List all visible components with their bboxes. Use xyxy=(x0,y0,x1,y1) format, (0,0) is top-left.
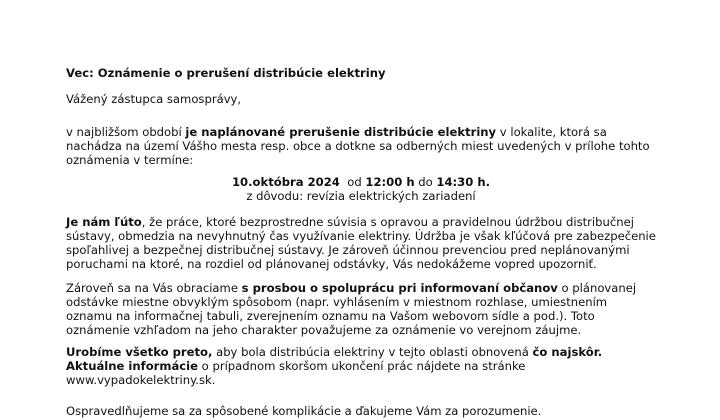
paragraph-text: Zároveň sa na Vás obraciame xyxy=(66,281,242,295)
paragraph-text: , že práce, ktoré bezprostredne súvisia s opravou a pravidelnou údržbou distribučnej sústavy, obmedzia na nevyhnutný čas využívanie elektriny. Údržba je však kľúčová pre zabezpečenie spoľahlivej a bezpečnej distribučnej sústavy. Je zároveň účinnou prevenciou pred neplánovanými poruchami na ktoré, na rozdiel od plánovanej odstávky, Vás nedokážeme vopred upozorniť. xyxy=(66,215,656,271)
paragraph-emphasis: Urobíme všetko preto, xyxy=(66,345,213,359)
paragraph-emphasis: s prosbou o spoluprácu pri informovaní občanov xyxy=(241,281,558,295)
outage-date: 10.októbra 2024 xyxy=(231,175,340,189)
to-word: do xyxy=(418,175,433,189)
paragraph-emphasis: je naplánované prerušenie distribúcie elektriny xyxy=(185,125,497,139)
outage-reason: z dôvodu: revízia elektrických zariadení xyxy=(246,189,476,203)
subject-line: Vec: Oznámenie o prerušení distribúcie elektriny xyxy=(66,66,386,80)
paragraph-emphasis: Je nám ľúto xyxy=(66,215,142,229)
outage-end-time: 14:30 h. xyxy=(436,175,491,189)
outage-start-time: 12:00 h xyxy=(365,175,415,189)
paragraph-emphasis: čo najskôr. Aktuálne informácie xyxy=(66,345,603,373)
paragraph-cooperation xyxy=(66,281,656,337)
outage-schedule xyxy=(66,175,656,203)
paragraph-apology xyxy=(66,215,656,271)
paragraph-restoration xyxy=(66,345,656,387)
from-word: od xyxy=(347,175,362,189)
paragraph-text: v lokalite, ktorá sa nachádza na území Vášho mesta resp. obce a dotkne sa odberných miest uvedených v prílohe tohto oznámenia v termíne: xyxy=(66,125,650,167)
schedule-line xyxy=(66,175,656,189)
paragraph-text: o plánovanej odstávke miestne obvyklým spôsobom (napr. vyhlásením v miestnom rozhlase, umiestnením oznamu na informačnej tabuli, zverejnením oznamu na Vašom webovom sídle a pod.). Toto oznámenie vzhľadom na jeho charakter považujeme za oznámenie vo verejnom záujme. xyxy=(66,281,637,337)
paragraph-announcement xyxy=(66,125,656,167)
paragraph-text: aby bola distribúcia elektriny v tejto oblasti obnovená xyxy=(212,345,533,359)
closing-line: Ospravedlňujeme sa za spôsobené komplikácie a ďakujeme Vám za porozumenie. xyxy=(66,404,542,418)
paragraph-text: v najbližšom období xyxy=(66,125,186,139)
salutation: Vážený zástupca samosprávy, xyxy=(66,92,242,106)
paragraph-text: o prípadnom skoršom ukončení prác nájdete na stránke www.vypadokelektriny.sk. xyxy=(66,359,526,387)
